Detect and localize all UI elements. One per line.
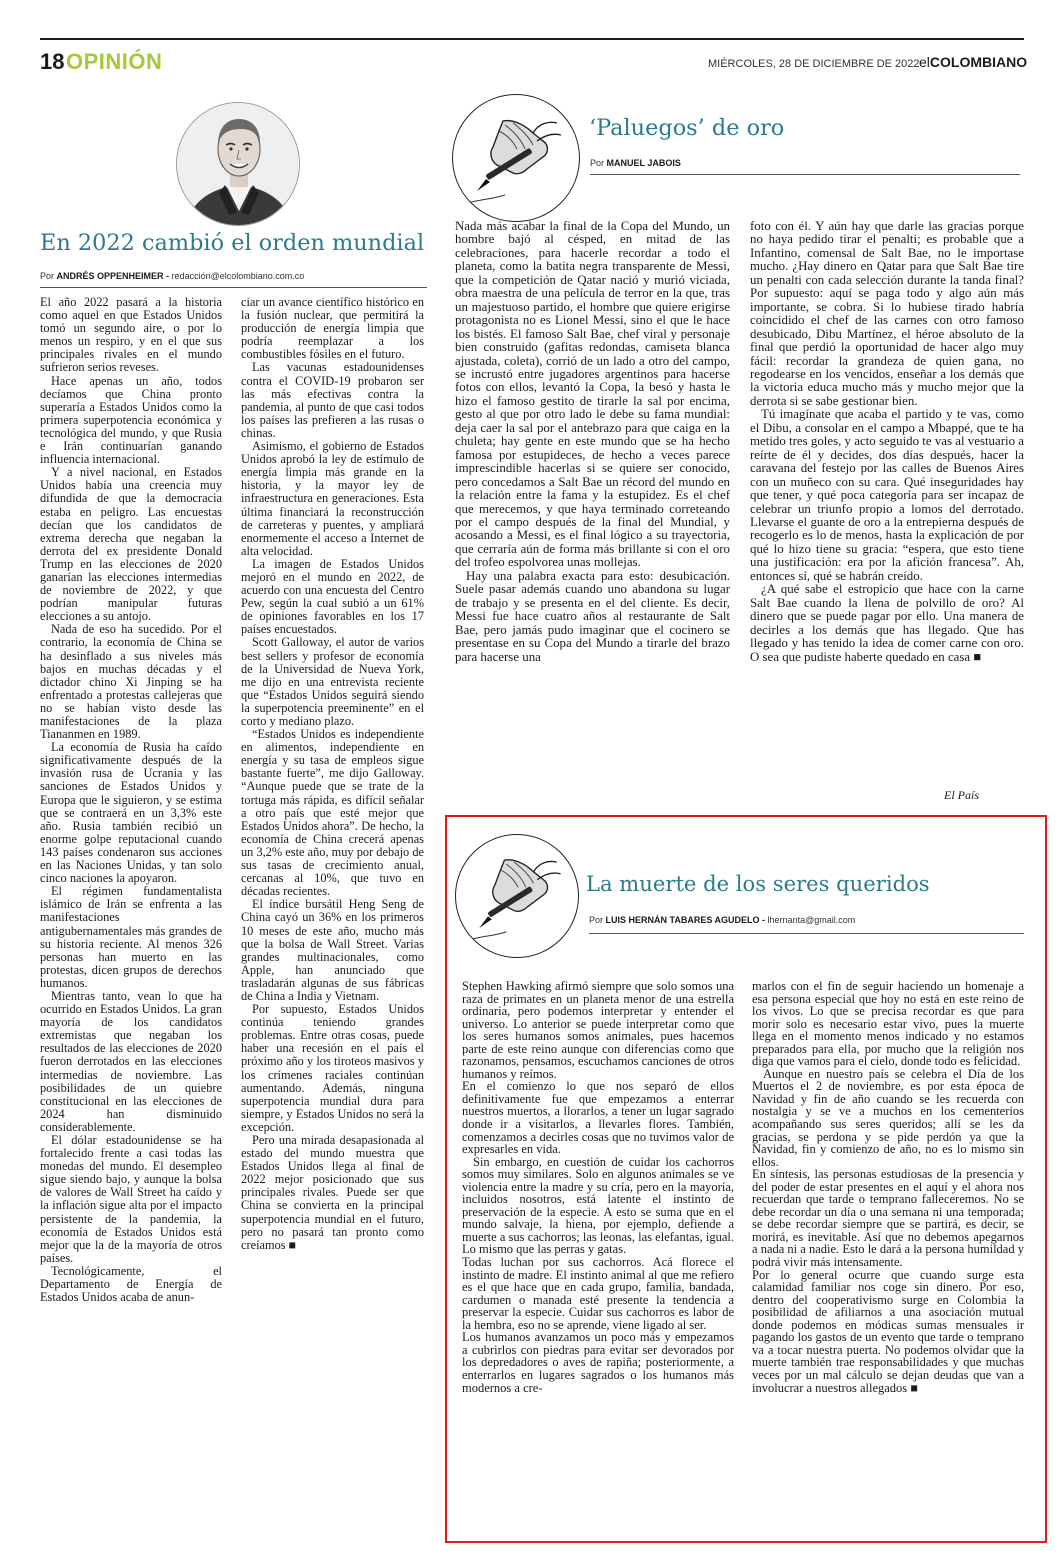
columnist-illustration bbox=[455, 834, 579, 958]
paragraph: Nada de eso ha sucedido. Por el contrario, la economía de China se ha desinflado a sus niveles más bajos en muchas décadas y el dictador chino Xi Jinping se ha enfrentado a protestas callejeras que no se habían visto desde las manifestaciones de la plaza Tiananmen en 1989. bbox=[40, 622, 222, 742]
paragraph: Todas luchan por sus cachorros. Acá florece el instinto de madre. El instinto animal al que me refiero es el que hace que en cada grupo, familia, bandada, cardumen o manada esté presente la tendencia a preservar la especie. Cuidar sus cachorros es labor de la hembra, eso no se aprende, viene ligado al ser. bbox=[462, 1255, 734, 1332]
newspaper-logo bbox=[919, 54, 1027, 70]
article1-column-2 bbox=[241, 296, 424, 1522]
paragraph: Por lo general ocurre que cuando surge esta calamidad familiar nos coge sin dinero. Por eso, dentro del cooperativismo surge en Colombia la posibilidad de afiliarnos a una asociación mutual donde podemos en módicas sumas mensuales ir pagando los gastos de un evento que tarde o temprano va a tocar nuestra puerta. No podemos olvidar que la muerte también trae responsabilidades y que muchas veces por un mal cálculo se dejan deudas que van a involucrar a nuestros allegados ■ bbox=[752, 1267, 1024, 1395]
paragraph: Tecnológicamente, el Departamento de Energía de Estados Unidos acaba de anun- bbox=[40, 1263, 222, 1305]
article3-email: lhernanta@gmail.com bbox=[767, 915, 856, 925]
article1-byline bbox=[40, 270, 304, 282]
byline-prefix: Por bbox=[589, 915, 604, 925]
logo-prefix: el bbox=[919, 54, 930, 70]
byline-prefix: Por bbox=[40, 271, 55, 281]
logo-name: COLOMBIANO bbox=[929, 54, 1028, 70]
source-credit: El País bbox=[944, 788, 979, 802]
paragraph: En síntesis, las personas estudiosas de la presencia y del poder de estar presentes en el aquí y el ahora nos recuerdan que tarde o temprano falleceremos. No se debe recordar un día o una semana ni una temporada; se debe recordar siempre que se partirá, es decir, se morirá, es inevitable. Así que no debemos apegarnos a nada ni a nadie. Esto le dará a la persona humildad y podrá vivir más intensamente. bbox=[752, 1167, 1024, 1270]
paragraph: El año 2022 pasará a la historia como aquel en que Estados Unidos tomó un segundo aire, o por lo menos un respiro, y en el que sus principales rivales en el mundo sufrieron serios reveses. bbox=[40, 296, 222, 375]
article3-divider bbox=[589, 933, 1024, 934]
section-title: OPINIÓN bbox=[66, 49, 163, 74]
issue-date: MIÉRCOLES, 28 DE DICIEMBRE DE 2022 bbox=[708, 58, 920, 70]
paragraph: La imagen de Estados Unidos mejoró en el mundo en 2022, de acuerdo con una encuesta del Centro Pew, según la cual subió a un 61% de opiniones favorables en los 17 países encuestados. bbox=[241, 556, 424, 637]
article2-byline bbox=[590, 157, 681, 169]
paragraph: Aunque en nuestro país se celebra el Día de los Muertos el 2 de noviembre, es por esta época de Navidad y fin de año cuando se les recuerda con nostalgia y se ve a muchos en los cementerios acompañando sus seres queridos; allí se les da gracias, se perdona y se pide perdón ya que la Navidad, fin y comienzo de año, no es lo mismo sin ellos. bbox=[752, 1066, 1024, 1169]
article2-column-1 bbox=[455, 220, 730, 798]
hand-writing-icon bbox=[456, 835, 579, 958]
paragraph: ciar un avance científico histórico en la fusión nuclear, que permitirá la producción de energía limpia que podría reemplazar a los combustibles fósiles en el futuro. bbox=[241, 296, 424, 362]
article2-column-2 bbox=[750, 220, 1024, 784]
paragraph: La economía de Rusia ha caído significativamente después de la invasión rusa de Ucrania y las sanciones de Estados Unidos y Europa que le siguieron, y se estima que se contraerá en un 3,3% este año. Rusia también recibió un enorme golpe reputacional cuando 143 países condenaron sus acciones en las Naciones Unidas, y tan solo cinco naciones la apoyaron. bbox=[40, 740, 222, 886]
author-portrait bbox=[176, 102, 300, 226]
paragraph: El régimen fundamentalista islámico de Irán se enfrenta a las manifestaciones antigubernamentales más grandes de su historia reciente. Al menos 326 personas han muerto en las protestas, dicen grupos de derechos humanos. bbox=[40, 884, 222, 990]
paragraph: Sin embargo, en cuestión de cuidar los cachorros somos muy similares. Solo en algunos animales se ve violencia entre la madre y su cría, pero en la mayoría, incluidos nosotros, está latente el instinto de preservación de la especie. A esto se suma que en el mundo salvaje, la hiena, por ejemplo, defiende a muerte a sus cachorros; las leonas, las elefantas, igual. Lo mismo que las perras y gatas. bbox=[462, 1154, 734, 1257]
columnist-illustration bbox=[452, 94, 580, 222]
paragraph: En el comienzo lo que nos separó de ellos definitivamente fue que empezamos a enterrar nuestros muertos, a llorarlos, a tener un lugar sagrado donde ir a visitarlos, a llevarles flores. También, comenzamos a decirles cosas que no tuvimos valor de expresarles en vida. bbox=[462, 1079, 734, 1157]
article3-title: La muerte de los seres queridos bbox=[586, 871, 930, 896]
paragraph: Tú imagínate que acaba el partido y te vas, como el Dibu, a consolar en el campo a Mbappé, que te ha metido tres goles, y acto seguido te vas al vestuario a reírte de él y decides, dos días después, hacer la caravana del festejo por las calles de Buenos Aires con un muñeco con su cara. Qué inseguridades hay que tener, y qué poca categoría para ser incapaz de celebrar un triunfo propio a lomos del derrotado. Llevarse el guante de oro a la entrepierna después de recogerlo es lo de menos, hasta la explicación de por qué lo hizo tiene su gracia: “espera, que esto tiene una justificación: era por la afición francesa”. Ah, entonces sí, qué se habrán creído. bbox=[750, 407, 1024, 583]
page-number: 18 bbox=[40, 49, 65, 74]
paragraph: Por supuesto, Estados Unidos continúa teniendo grandes problemas. Entre otras cosas, puede haber una recesión en el país el próximo año y los tiroteos masivos y los crímenes raciales continúan aumentando. Además, ninguna superpotencia mundial dura para siempre, y Estados Unidos no será la excepción. bbox=[241, 1002, 424, 1134]
paragraph: Scott Galloway, el autor de varios best sellers y profesor de economía de la Universidad de Nueva York, me dijo en una entrevista reciente que “Estados Unidos seguirá siendo la superpotencia preeminente” en el corto y mediano plazo. bbox=[241, 635, 424, 728]
article1-author: ANDRÉS OPPENHEIMER - bbox=[56, 271, 170, 281]
portrait-illustration bbox=[177, 103, 300, 226]
article1-column-1 bbox=[40, 296, 222, 1522]
paragraph: Los humanos avanzamos un poco más y empezamos a cubrirlos con piedras para evitar ser devorados por los depredadores o aves de rapiña; posteriormente, a enterrarlos en lugares sagrados o los humanos más modernos a cre- bbox=[462, 1330, 734, 1395]
article2-title: ‘Paluegos’ de oro bbox=[589, 115, 785, 141]
article3-column-1 bbox=[462, 980, 734, 1526]
paragraph: El dólar estadounidense se ha fortalecido frente a casi todas las monedas del mundo. El desempleo sigue siendo bajo, y aunque la bolsa de valores de Wall Street ha caído y la inflación sigue alta por el impacto persistente de la pandemia, la economía de Estados Unidos está mejor que la de la mayoría de otros países. bbox=[40, 1133, 222, 1265]
paragraph: Mientras tanto, vean lo que ha ocurrido en Estados Unidos. La gran mayoría de los candidatos extremistas que negaban los resultados de las elecciones de 2020 fueron derrotados en las elecciones intermedias de noviembre. Las posibilidades de un quiebre constitucional en las elecciones de 2024 han disminuido considerablemente. bbox=[40, 988, 222, 1134]
article3-author: LUIS HERNÁN TABARES AGUDELO - bbox=[605, 915, 766, 925]
paragraph: Hay una palabra exacta para esto: desubicación. Suele pasar además cuando uno abandona su lugar de trabajo y se presenta en el del cliente. Es decir, Messi fue hace cuatro años al restaurante de Salt Bae, pero jamás pudo imaginar que el cocinero se presentase en su Copa del Mundo a tirarle del brazo para hacerse una bbox=[455, 568, 730, 664]
byline-prefix: Por bbox=[590, 158, 605, 168]
paragraph: Pero una mirada desapasionada al estado del mundo muestra que Estados Unidos llega al final de 2022 mejor posicionado que sus principales rivales. Puede ser que China se convierta en la principal superpotencia mundial en el futuro, pero no pasará tan pronto como creíamos ■ bbox=[241, 1133, 424, 1252]
article3-column-2 bbox=[752, 980, 1024, 1526]
paragraph: Nada más acabar la final de la Copa del Mundo, un hombre bajó al césped, en mitad de las celebraciones, para hacerle recordar a todo el planeta, como la batita negra transparente de Messi, que la competición de Qatar nació y murió viciada, obra maestra de una película de terror en la que, tras un majestuoso partido, el hombre que quiere erigirse protagonista no es Lionel Messi, sino el que le hace los bistés. El famoso Salt Bae, chef viral y personaje bien construido (gafitas redondas, camiseta blanca ajustada, coleta), corrió de un lado a otro del campo, se incrustó entre jugadores argentinos para hacerse fotos con ellos, levantó la Copa, la besó y hasta le hizo el famoso gestito de tirarle la sal por encima, gesto al que por otro lado le debe su fama mundial: deja caer la sal por el antebrazo para que caiga en la chuleta; hay gente en este mundo que se ha hecho famosa por estupideces, de hecho a veces parece imprescindible hacerlas si se quiere ser conocido, pero concedamos a Salt Bae un récord del mundo en la relación entre la fama y la estupidez. Es el chef que merecemos, y que haya terminado correteando por el campo después de la final del Mundial, y acosando a Messi, es el final lógico a su trayectoria, que cerraría aún de forma más brillante si con el oro del trofeo espolvorea unas mollejas. bbox=[455, 220, 730, 570]
hand-writing-icon bbox=[453, 95, 580, 222]
paragraph: marlos con el fin de seguir haciendo un homenaje a esa persona especial que hoy no está en este reino de los vivos. Lo que se precisa recordar es que para morir solo es necesario estar vivo, pues la muerte llega en el momento menos indicado y no estamos preparados para ella, por mucho que la religión nos diga que vamos para el cielo, donde todo es felicidad. bbox=[752, 980, 1024, 1069]
article2-divider bbox=[590, 174, 1020, 175]
article1-email: redacción@elcolombiano.com.co bbox=[171, 271, 305, 281]
article1-title: En 2022 cambió el orden mundial bbox=[40, 230, 425, 256]
article3-byline bbox=[589, 914, 855, 926]
paragraph: foto con él. Y aún hay que darle las gracias porque no haya pedido tirar el penalti; es probable que a Infantino, comensal de Salt Bae, no le importase mucho. ¿Hay dinero en Qatar para que Salt Bae tire un penalti con cada selección durante la tanda final? Por supuesto: aquí se paga todo y algo aún más importante, se cobra. Si lo hubiese tirado habría coincidido el chef de las carnes con otro famoso desubicado, Dibu Martínez, el héroe absoluto de la final que perdió la oportunidad de hacer algo muy fácil: recordar la grandeza de quien gana, no regodearse en los vencidos, enseñar a los demás que la victoria educa mucho más y mucho mejor que la derrota si se sabe gestionar bien. bbox=[750, 220, 1024, 408]
paragraph: Stephen Hawking afirmó siempre que solo somos una raza de primates en un planeta menor de una estrella ordinaria, pero podemos interpretar y entender el universo. Lo anterior se puede interpretar como que los seres humanos somos animales, pues hacemos parte de este reino aunque con diferencias como que razonamos, pensamos, escuchamos canciones de otros humanos y reímos. bbox=[462, 980, 734, 1081]
paragraph: “Estados Unidos es independiente en alimentos, independiente en energía y su tasa de empleos sigue bastante fuerte”, me dijo Galloway. “Aunque puede que se trate de la tortuga más rápida, es difícil señalar a otro país que esté mejor que Estados Unidos ahora”. De hecho, la economía de China crecerá apenas un 3,2% este año, muy por debajo de sus tasas de crecimiento anual, cercanas al 10%, que tuvo en décadas recientes. bbox=[241, 727, 424, 899]
paragraph: ¿A qué sabe el estropicio que hace con la carne Salt Bae cuando la llena de polvillo de oro? Al dinero que se puede pagar por ello. Una manera de decirles a los demás que has llegado. Que has llegado y has tenido la idea de comer carne con oro. O sea que pudiste haberte quedado en casa ■ bbox=[750, 582, 1024, 664]
article2-author: MANUEL JABOIS bbox=[606, 158, 681, 168]
article1-divider bbox=[40, 287, 427, 288]
paragraph: Y a nivel nacional, en Estados Unidos había una creencia muy difundida de que la democracia estaba en peligro. Las encuestas decían que los candidatos de extrema derecha que negaban la derrota del ex presidente Donald Trump en las elecciones de 2020 ganarían las elecciones intermedias de noviembre de 2022, y que podrían manipular futuras elecciones a su antojo. bbox=[40, 465, 222, 624]
paragraph: Asimismo, el gobierno de Estados Unidos aprobó la ley de estímulo de energía limpia más grande en la historia, y la mayor ley de infraestructura en generaciones. Esta última financiará la reconstrucción de carreteras y puentes, y ampliará enormemente el acceso a Internet de alta velocidad. bbox=[241, 439, 424, 558]
paragraph: Las vacunas estadounidenses contra el COVID-19 probaron ser las más efectivas contra la pandemia, al punto de que casi todos los países las prefieren a las rusas o chinas. bbox=[241, 360, 424, 440]
paragraph: Hace apenas un año, todos decíamos que China pronto superaría a Estados Unidos como la primera superpotencia económica y tecnológica del mundo, y que Rusia e Irán continuarían ganando influencia internacional. bbox=[40, 373, 222, 467]
header-rule bbox=[40, 38, 1024, 40]
paragraph: El índice bursátil Heng Seng de China cayó un 36% en los primeros 10 meses de este año, mucho más que la bolsa de Wall Street. Varias grandes multinacionales, como Apple, han anunciado que trasladarán algunas de sus fábricas de China a India y Vietnam. bbox=[241, 897, 424, 1003]
